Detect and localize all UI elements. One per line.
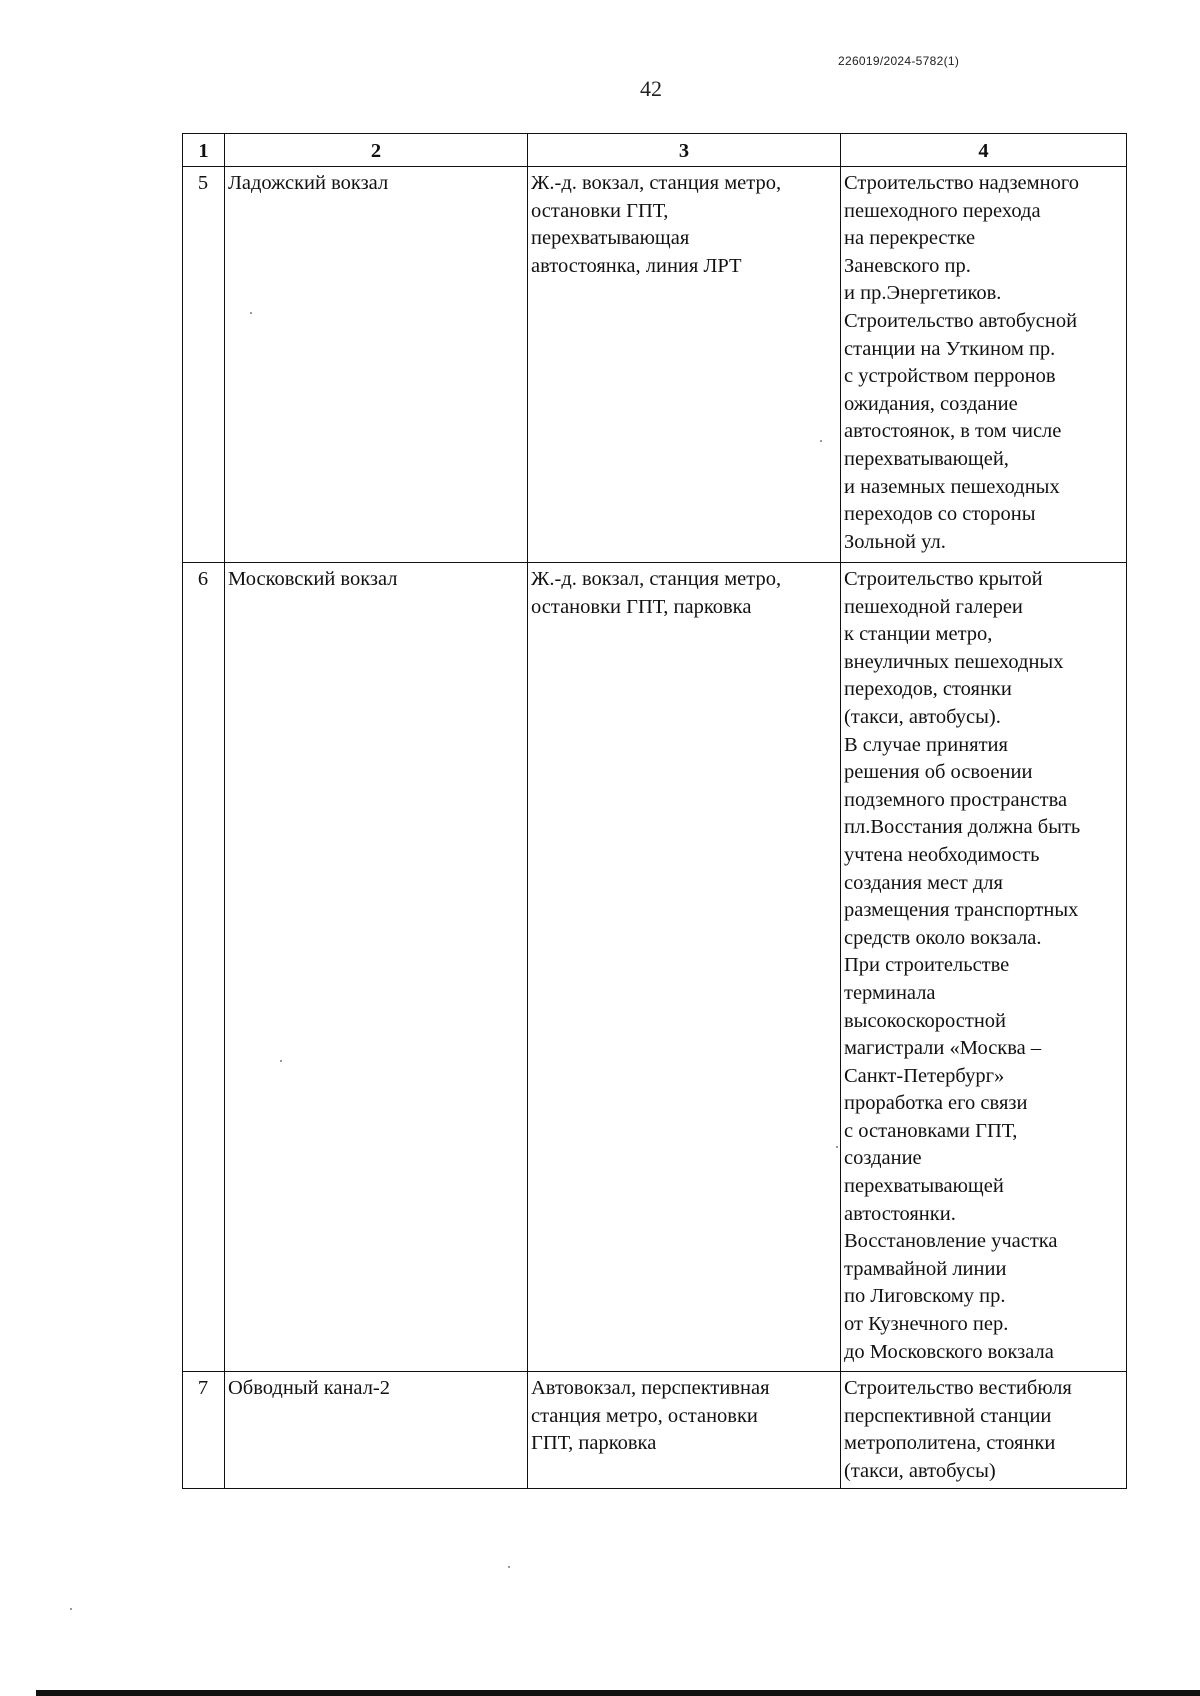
hub-measures: Строительство крытой пешеходной галереи к станции метро, внеуличных пешеходных переходов, стоянки (такси, автобусы). В случае принятия решения об освоении подземного пространства пл.Восстания должна быть учтена необходимость создания мест для размещения транспортных средств около вокзала. При строительстве терминала высокоскоростной магистрали «Москва – Санкт-Петербург» проработка его связи с остановками ГПТ, создание перехватывающей автостоянки. Восстановление участка трамвайной линии по Лиговскому пр. от Кузнечного пер. до Московского вокзала (841, 563, 1127, 1372)
hub-measures: Строительство вестибюля перспективной станции метрополитена, стоянки (такси, автобусы) (841, 1372, 1127, 1489)
transport-hubs-table (182, 133, 1127, 1489)
scan-speck (820, 440, 822, 442)
hub-components: Ж.-д. вокзал, станция метро, остановки ГПТ, парковка (528, 563, 841, 1372)
hub-measures: Строительство надземного пешеходного перехода на перекрестке Заневского пр. и пр.Энергетиков. Строительство автобусной станции на Уткином пр. с устройством перронов ожидания, создание автостоянок, в том числе перехватывающей, и наземных пешеходных переходов со стороны Зольной ул. (841, 167, 1127, 563)
scan-speck (508, 1566, 510, 1568)
page-number: 42 (640, 76, 662, 101)
hub-name: Обводный канал-2 (225, 1372, 528, 1489)
document-registration-number: 226019/2024-5782(1) (838, 54, 960, 68)
row-number: 5 (183, 167, 225, 563)
hub-components: Автовокзал, перспективная станция метро, остановки ГПТ, парковка (528, 1372, 841, 1489)
table-row (183, 563, 1127, 1372)
column-header-4: 4 (841, 134, 1127, 167)
hub-name: Московский вокзал (225, 563, 528, 1372)
scan-speck (70, 1608, 72, 1610)
column-header-2: 2 (225, 134, 528, 167)
hub-components: Ж.-д. вокзал, станция метро, остановки ГПТ, перехватывающая автостоянка, линия ЛРТ (528, 167, 841, 563)
row-number: 6 (183, 563, 225, 1372)
scan-speck (250, 312, 252, 314)
scan-speck (836, 1146, 838, 1148)
table-row (183, 167, 1127, 563)
scan-speck (280, 1060, 282, 1062)
bottom-scan-edge (36, 1690, 1200, 1696)
row-number: 7 (183, 1372, 225, 1489)
column-header-1: 1 (183, 134, 225, 167)
table-header-row (183, 134, 1127, 167)
hub-name: Ладожский вокзал (225, 167, 528, 563)
column-header-3: 3 (528, 134, 841, 167)
table-row (183, 1372, 1127, 1489)
